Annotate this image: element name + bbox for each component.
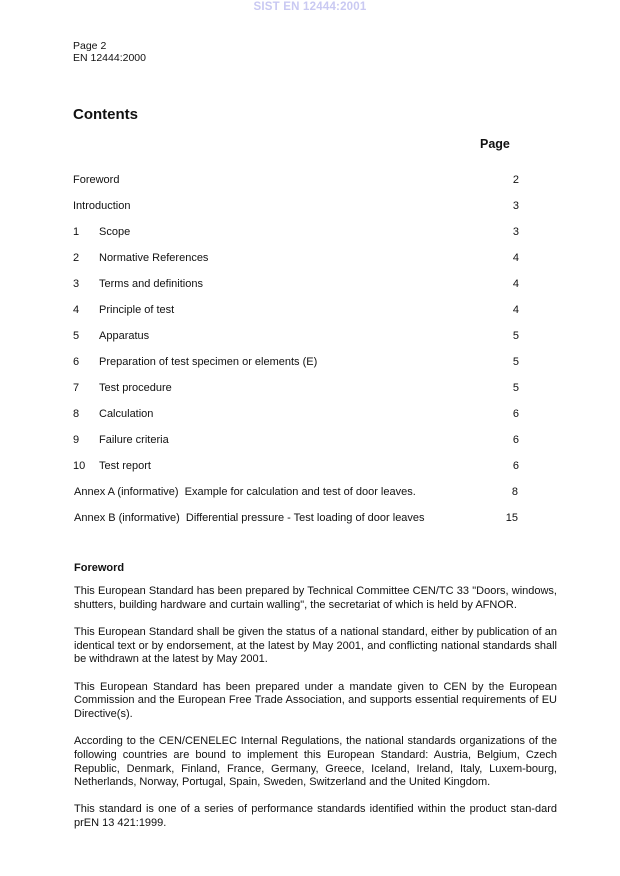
- toc-entry-page: 8: [511, 486, 518, 498]
- toc-entry[interactable]: [73, 356, 519, 370]
- toc-entry[interactable]: [73, 408, 519, 422]
- toc-entry-title: Calculation: [99, 408, 154, 420]
- foreword-paragraph: This European Standard has been prepared by Technical Committee CEN/TC 33 "Doors, windows, shutters, building hardware and curtain walling", the secretariat of which is held by AFNOR.: [74, 585, 557, 611]
- toc-entry-number: 6: [73, 356, 80, 368]
- toc-entry-page: 3: [512, 200, 519, 212]
- toc-entry-title: Scope: [99, 226, 131, 238]
- toc-entry-number: 8: [73, 408, 80, 420]
- foreword-paragraph: This standard is one of a series of performance standards identified within the product stan-dard prEN 13 421:1999.: [74, 803, 557, 830]
- page-column-heading: Page: [480, 137, 510, 151]
- foreword-paragraph: This European Standard has been prepared under a mandate given to CEN by the European Commission and the European Free Trade Association, and supports essential requirements of EU Directive(s).: [74, 680, 557, 720]
- toc-entry[interactable]: [73, 460, 519, 474]
- contents-title: Contents: [73, 106, 138, 123]
- toc-entry-title: Test report: [99, 460, 151, 472]
- toc-entry[interactable]: [73, 434, 519, 448]
- toc-entry-title: Annex B (informative) Differential pressure - Test loading of door leaves: [74, 512, 425, 524]
- page-header: [73, 40, 146, 64]
- toc-entry[interactable]: [73, 382, 519, 396]
- watermark: SIST EN 12444:2001: [253, 1, 367, 13]
- toc-entry-title: Annex A (informative) Example for calculation and test of door leaves.: [74, 486, 416, 498]
- foreword-paragraph: This European Standard shall be given the status of a national standard, either by publication of an identical text or by endorsement, at the latest by May 2001, and conflicting national standards shall be withdrawn at the latest by May 2001.: [74, 625, 557, 666]
- toc-entry-title: Preparation of test specimen or elements (E): [99, 356, 318, 368]
- toc-entry-page: 4: [512, 252, 519, 264]
- toc-entry-number: 5: [73, 330, 80, 342]
- toc-entry-page: 6: [512, 434, 519, 446]
- toc-entry-title: Test procedure: [99, 382, 172, 394]
- toc-entry-page: 4: [512, 278, 519, 290]
- toc-entry-number: 7: [73, 382, 80, 394]
- toc-entry[interactable]: [74, 486, 518, 500]
- toc-entry-page: 5: [512, 382, 519, 394]
- toc-entry-title: Introduction: [73, 200, 131, 212]
- toc-entry-title: Apparatus: [99, 330, 150, 342]
- toc-entry-page: 2: [512, 174, 519, 186]
- toc-entry-page: 3: [512, 226, 519, 238]
- toc-entry[interactable]: [73, 330, 519, 344]
- toc-entry[interactable]: [73, 200, 519, 214]
- toc-entry-number: 1: [73, 226, 80, 238]
- toc-entry-page: 15: [505, 512, 518, 524]
- toc-entry-number: 4: [73, 304, 80, 316]
- toc-entry[interactable]: [73, 226, 519, 240]
- toc-entry-title: Principle of test: [99, 304, 175, 316]
- foreword-paragraph: According to the CEN/CENELEC Internal Regulations, the national standards organizations of the following countries are bound to implement this European Standard: Austria, Belgium, Czech Republic, Denmark, Finland, France, Germany, Greece, Iceland, Ireland, Italy, Luxem-bourg, Netherlands, Norway, Portugal, Spain, Sweden, Switzerland and the United Kingdom.: [74, 735, 557, 789]
- toc-entry-number: 3: [73, 278, 80, 290]
- toc-entry-title: Terms and definitions: [99, 278, 203, 290]
- toc-entry-number: 2: [73, 252, 80, 264]
- toc-entry-title: Foreword: [73, 174, 120, 186]
- toc-entry-title: Failure criteria: [99, 434, 169, 446]
- toc-entry-number: 10: [73, 460, 86, 472]
- toc-entry-number: 9: [73, 434, 80, 446]
- toc-entry-page: 5: [512, 330, 519, 342]
- toc-entry[interactable]: [73, 174, 519, 188]
- toc-entry[interactable]: [73, 252, 519, 266]
- toc-entry[interactable]: [74, 512, 518, 526]
- page-number: Page 2: [73, 40, 107, 52]
- foreword-body: [74, 585, 557, 844]
- toc-entry-page: 4: [512, 304, 519, 316]
- toc-entry-title: Normative References: [99, 252, 209, 264]
- toc-entry-page: 6: [512, 408, 519, 420]
- toc-entry-page: 6: [512, 460, 519, 472]
- toc-entry-page: 5: [512, 356, 519, 368]
- document-id: EN 12444:2000: [73, 52, 146, 64]
- foreword-heading: Foreword: [74, 562, 125, 574]
- toc-entry[interactable]: [73, 278, 519, 292]
- toc-entry[interactable]: [73, 304, 519, 318]
